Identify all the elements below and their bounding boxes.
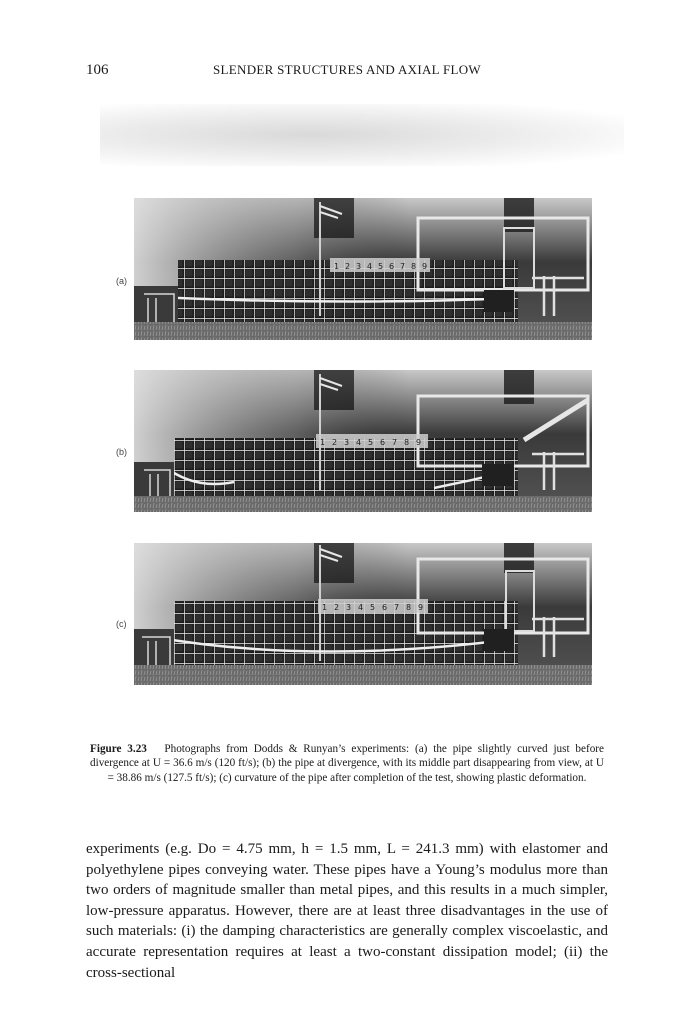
body-text	[86, 839, 608, 983]
gauge-number: 4	[358, 603, 364, 612]
gauge-number: 8	[404, 438, 410, 447]
gauge-number: 5	[370, 603, 376, 612]
gauge-number: 4	[367, 262, 373, 271]
gauge-number: 8	[406, 603, 412, 612]
gauge-number: 7	[400, 262, 406, 271]
figure-label: Figure 3.23	[90, 743, 147, 755]
faded-top-photo-area	[100, 104, 624, 166]
photo-panel-b	[134, 370, 592, 512]
panel-label-a: (a)	[116, 276, 127, 286]
gauge-number-strip-b	[320, 438, 421, 447]
photo-panel-c	[134, 543, 592, 685]
page-number: 106	[86, 62, 109, 78]
gauge-number: 6	[389, 262, 395, 271]
gauge-number: 2	[334, 603, 340, 612]
gauge-number: 7	[392, 438, 398, 447]
gauge-number: 3	[356, 262, 362, 271]
gauge-number: 9	[418, 603, 424, 612]
gauge-number: 4	[356, 438, 362, 447]
figure-caption	[90, 742, 604, 785]
gauge-number: 8	[411, 262, 417, 271]
gauge-number: 6	[380, 438, 386, 447]
gauge-number: 6	[382, 603, 388, 612]
body-paragraph: experiments (e.g. Do = 4.75 mm, h = 1.5 mm, L = 241.3 mm) with elastomer and polyethylene pipes conveying water. These pipes have a Young’s modulus more than two orders of magnitude smaller than metal pipes, and this results in a much simpler, low-pressure apparatus. However, there are at least three disadvantages in the use of such materials: (i) the damping characteristics are generally complex viscoelastic, and accurate representation requires at least a two-constant dissipation model; (ii) the cross-sectional	[86, 841, 608, 981]
page-header	[0, 62, 694, 84]
running-head: SLENDER STRUCTURES AND AXIAL FLOW	[213, 62, 481, 77]
gauge-number: 3	[344, 438, 350, 447]
gauge-number: 9	[416, 438, 422, 447]
gauge-number: 1	[320, 438, 326, 447]
gauge-number: 3	[346, 603, 352, 612]
panel-label-b: (b)	[116, 447, 127, 457]
gauge-number: 7	[394, 603, 400, 612]
gauge-number: 1	[322, 603, 328, 612]
gauge-number: 2	[332, 438, 338, 447]
panel-label-c: (c)	[116, 619, 127, 629]
gauge-number-strip-c	[322, 603, 423, 612]
gauge-number: 5	[378, 262, 384, 271]
gauge-number: 1	[334, 262, 340, 271]
gauge-number: 5	[368, 438, 374, 447]
gauge-number-strip-a	[334, 262, 427, 271]
photo-panel-a	[134, 198, 592, 340]
gauge-number: 2	[345, 262, 351, 271]
gauge-number: 9	[422, 262, 428, 271]
caption-text: Photographs from Dodds & Runyan’s experiments: (a) the pipe slightly curved just before divergence at U = 36.6 m/s (120 ft/s); (b) the pipe at divergence, with its middle part disappearing from view, at U = 38.86 m/s (127.5 ft/s); (c) curvature of the pipe after completion of the test, showing plastic deformation.	[90, 743, 604, 784]
